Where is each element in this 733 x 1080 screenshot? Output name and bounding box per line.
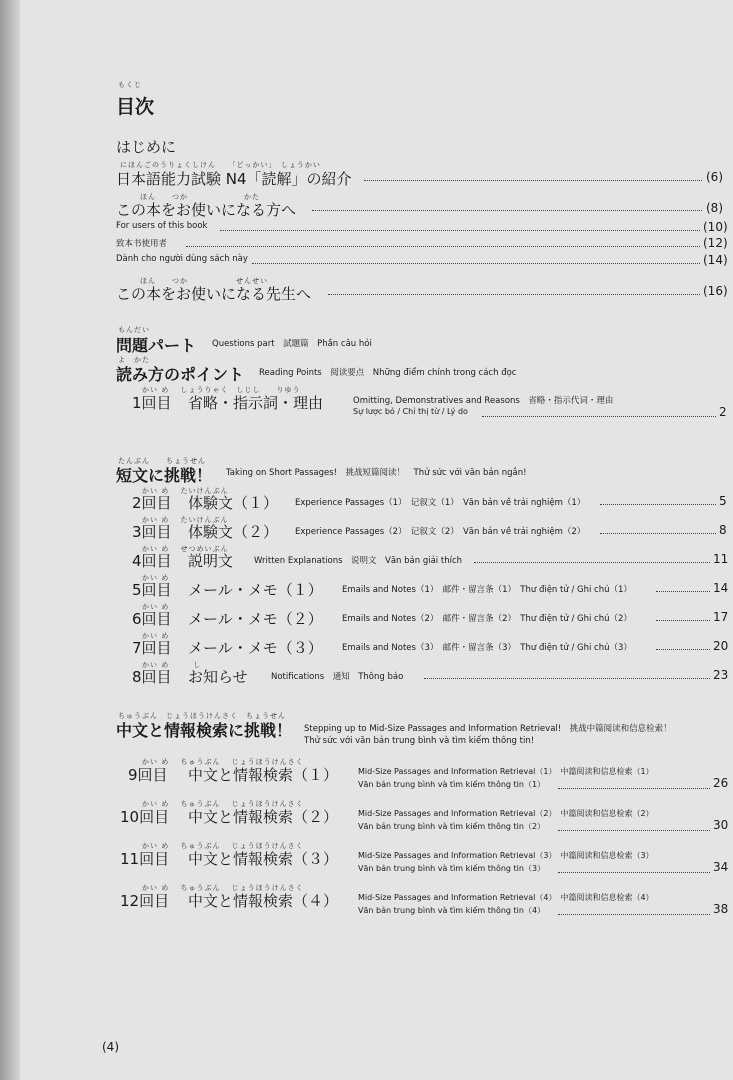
lesson-title: メール・メモ（１） [188, 581, 323, 599]
lesson-title: 省略・指示詞・理由 [188, 394, 324, 412]
lesson-number: 10回目 [120, 808, 170, 826]
lesson-title: 体験文（２） [188, 523, 279, 541]
lesson-translation: Experience Passages（1） 记叙文（1） Văn bản về trải nghiệm（1） [295, 498, 586, 508]
toc-page-number: (12) [703, 236, 728, 250]
toc-intro-for-teachers: この本をお使いになる先生へ [116, 285, 312, 303]
lesson-number: 6回目 [132, 610, 172, 628]
lesson-title: メール・メモ（２） [188, 610, 323, 628]
lesson-ruby: かい め [142, 632, 170, 640]
lesson-number: 8回目 [132, 668, 172, 686]
lesson-ruby: かい め たいけんぶん [142, 516, 229, 524]
leader-dots [312, 210, 702, 211]
lesson-title: 中文と情報検索（１） [188, 766, 339, 784]
leader-dots [600, 504, 716, 505]
leader-dots [364, 180, 702, 181]
toc-intro-n4-intro: 日本語能力試験 N4「読解」の紹介 [116, 170, 352, 188]
short-section-heading: 短文に挑戦！ [116, 466, 213, 485]
leader-dots [558, 872, 710, 873]
lesson-ruby: かい め ちゅうぶん じょうほうけんさく [142, 758, 304, 766]
toc-page-number: 23 [713, 668, 729, 682]
lesson-title: 体験文（１） [188, 494, 279, 512]
lesson-number: 3回目 [132, 523, 172, 541]
lesson-translation-vi: Văn bản trung bình và tìm kiếm thông tin（4） [358, 906, 546, 915]
leader-dots [558, 914, 710, 915]
page-number: (4) [102, 1040, 119, 1054]
toc-intro-for-users-jp: この本をお使いになる方へ [116, 201, 297, 219]
leader-dots [558, 830, 710, 831]
leader-dots [558, 788, 710, 789]
lesson-title: 中文と情報検索（４） [188, 892, 339, 910]
lesson-title: 中文と情報検索（３） [188, 850, 339, 868]
short-section-translations: Taking on Short Passages! 挑战短篇阅读！ Thử sức với văn bản ngắn! [226, 468, 527, 478]
toc-page-number: (14) [703, 253, 728, 267]
leader-dots [220, 230, 700, 231]
toc-page-number: (6) [706, 170, 723, 184]
mid-section-heading: 中文と情報検索に挑戦！ [116, 721, 293, 740]
lesson-translation-vi: Văn bản trung bình và tìm kiếm thông tin（1） [358, 780, 546, 789]
lesson-translation: Written Explanations 说明文 Văn bản giải thích [254, 556, 463, 566]
toc-page-number: 5 [719, 494, 727, 508]
lesson-translation: Experience Passages（2） 记叙文（2） Văn bản về trải nghiệm（2） [295, 527, 586, 537]
lesson-number: 7回目 [132, 639, 172, 657]
leader-dots [482, 416, 716, 417]
toc-page-number: 26 [713, 776, 729, 790]
lesson-ruby: かい め し [142, 661, 202, 669]
lesson-number: 12回目 [120, 892, 170, 910]
leader-dots [424, 678, 710, 679]
questions-part-heading: 問題パート [116, 336, 197, 355]
lesson-title: 中文と情報検索（２） [188, 808, 339, 826]
lesson-number: 2回目 [132, 494, 172, 512]
book-spine [0, 0, 20, 1080]
lesson-title: メール・メモ（３） [188, 639, 323, 657]
title-ruby: もくじ [118, 81, 142, 89]
toc-intro-ruby: ほん つか かた [140, 193, 260, 201]
mid-section-ruby: ちゅうぶん じょうほうけんさく ちょうせん [118, 712, 286, 720]
lesson-translation-vi: Sự lược bỏ / Chỉ thị từ / Lý do [353, 407, 468, 416]
lesson-translation-vi: Văn bản trung bình và tìm kiếm thông tin（3） [358, 864, 546, 873]
toc-intro-for-users-vi: Dành cho người dùng sách này [116, 254, 248, 264]
lesson-translation: Emails and Notes（3） 邮件・留言条（3） Thư điện tử / Ghi chú（3） [342, 643, 632, 653]
toc-intro-ruby: にほんごのうりょくしけん 「どっかい」 しょうかい [120, 161, 321, 169]
lesson-ruby: かい め [142, 574, 170, 582]
lesson-ruby: かい め ちゅうぶん じょうほうけんさく [142, 800, 304, 808]
lesson-number: 11回目 [120, 850, 170, 868]
lesson-translation: Notifications 通知 Thông báo [271, 672, 404, 682]
toc-page-number: (16) [703, 284, 728, 298]
mid-section-translation-vi: Thử sức với văn bản trung bình và tìm kiếm thông tin! [304, 736, 535, 746]
toc-page-number: (10) [703, 220, 728, 234]
toc-intro-ruby: ほん つか せんせい [140, 277, 268, 285]
leader-dots [656, 591, 710, 592]
leader-dots [186, 246, 700, 247]
lesson-number: 1回目 [132, 394, 172, 412]
lesson-translation-vi: Văn bản trung bình và tìm kiếm thông tin（2） [358, 822, 546, 831]
lesson-translation: Omitting, Demonstratives and Reasons 省略・指示代词・理由 [353, 396, 614, 406]
toc-page-number: 38 [713, 902, 729, 916]
toc-page-number: 11 [713, 552, 729, 566]
lesson-number: 4回目 [132, 552, 172, 570]
lesson-translation: Mid-Size Passages and Information Retrieval（2） 中篇阅读和信息检索（2） [358, 809, 654, 818]
leader-dots [328, 294, 700, 295]
leader-dots [656, 649, 710, 650]
lesson-translation: Emails and Notes（2） 邮件・留言条（2） Thư điện tử / Ghi chú（2） [342, 614, 632, 624]
lesson-translation: Emails and Notes（1） 邮件・留言条（1） Thư điện tử / Ghi chú（1） [342, 585, 632, 595]
lesson-number: 9回目 [128, 766, 168, 784]
toc-page-number: 2 [719, 405, 727, 419]
lesson-translation: Mid-Size Passages and Information Retrieval（4） 中篇阅读和信息检索（4） [358, 893, 654, 902]
reading-points-ruby: よ かた [118, 356, 150, 364]
toc-page-number: 8 [719, 523, 727, 537]
lesson-ruby: かい め [142, 603, 170, 611]
lesson-translation: Mid-Size Passages and Information Retrieval（3） 中篇阅读和信息检索（3） [358, 851, 654, 860]
toc-page-number: 20 [713, 639, 729, 653]
lesson-ruby: かい め ちゅうぶん じょうほうけんさく [142, 884, 304, 892]
lesson-ruby: かい め しょうりゃく しじし りゆう [142, 386, 301, 394]
leader-dots [474, 562, 710, 563]
lesson-title: お知らせ [188, 668, 248, 686]
questions-part-translations: Questions part 試題篇 Phần câu hỏi [212, 339, 372, 349]
leader-dots [656, 620, 710, 621]
short-section-ruby: たんぶん ちょうせん [118, 457, 206, 465]
toc-page-number: (8) [706, 201, 723, 215]
mid-section-translation: Stepping up to Mid-Size Passages and Information Retrieval! 挑战中篇阅读和信息检索！ [304, 724, 672, 734]
lesson-title: 説明文 [188, 552, 234, 570]
leader-dots [252, 263, 700, 264]
toc-intro-for-users-en: For users of this book [116, 221, 208, 231]
toc-page-number: 14 [713, 581, 729, 595]
lesson-ruby: かい め せつめいぶん [142, 545, 229, 553]
toc-intro-for-users-zh: 致本书使用者 [116, 239, 168, 249]
questions-part-ruby: もんだい [118, 326, 150, 334]
toc-page-number: 17 [713, 610, 729, 624]
toc-page-number: 30 [713, 818, 729, 832]
leader-dots [600, 533, 716, 534]
reading-points-translations: Reading Points 阅读要点 Những điểm chính trong cách đọc [259, 368, 517, 378]
reading-points-heading: 読み方のポイント [116, 365, 245, 384]
lesson-ruby: かい め たいけんぶん [142, 487, 229, 495]
toc-intro-hajimeni: はじめに [116, 138, 177, 156]
page-title: 目次 [116, 96, 155, 118]
lesson-number: 5回目 [132, 581, 172, 599]
lesson-translation: Mid-Size Passages and Information Retrieval（1） 中篇阅读和信息检索（1） [358, 767, 654, 776]
lesson-ruby: かい め ちゅうぶん じょうほうけんさく [142, 842, 304, 850]
toc-page-number: 34 [713, 860, 729, 874]
